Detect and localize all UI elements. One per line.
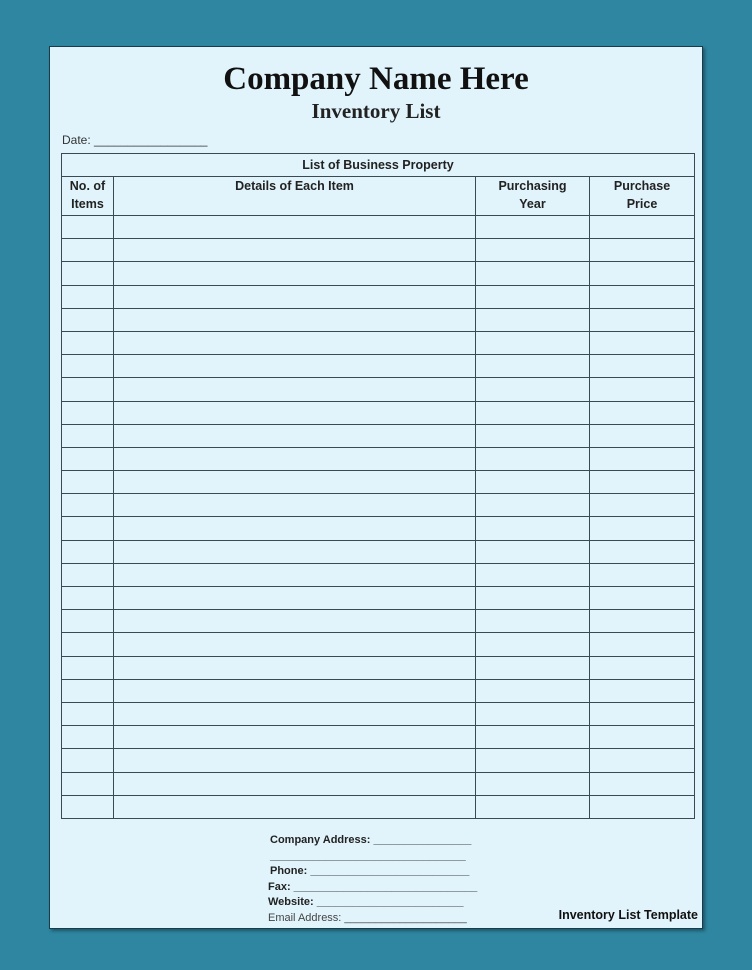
- table-row: [62, 239, 695, 262]
- cell-year[interactable]: [476, 378, 590, 401]
- cell-details[interactable]: [114, 749, 476, 772]
- inventory-table: [61, 153, 695, 819]
- table-row: [62, 424, 695, 447]
- website-field[interactable]: Website: ________________________: [268, 896, 464, 908]
- cell-price[interactable]: [590, 610, 695, 633]
- cell-details[interactable]: [114, 331, 476, 354]
- cell-no-items[interactable]: [62, 702, 114, 725]
- cell-year[interactable]: [476, 216, 590, 239]
- address-line-2[interactable]: ________________________________: [270, 849, 466, 862]
- cell-details[interactable]: [114, 702, 476, 725]
- table-row: [62, 216, 695, 239]
- cell-details[interactable]: [114, 447, 476, 470]
- cell-price[interactable]: [590, 331, 695, 354]
- table-row: [62, 401, 695, 424]
- table-row: [62, 308, 695, 331]
- cell-no-items[interactable]: [62, 795, 114, 818]
- cell-year[interactable]: [476, 633, 590, 656]
- date-field[interactable]: Date: _________________: [62, 133, 208, 147]
- cell-year[interactable]: [476, 424, 590, 447]
- table-row: [62, 795, 695, 818]
- table-row: [62, 331, 695, 354]
- cell-details[interactable]: [114, 726, 476, 749]
- table-row: [62, 610, 695, 633]
- col-header-details: Details of Each Item: [114, 177, 476, 216]
- cell-price[interactable]: [590, 471, 695, 494]
- cell-price[interactable]: [590, 285, 695, 308]
- cell-year[interactable]: [476, 355, 590, 378]
- cell-details[interactable]: [114, 262, 476, 285]
- cell-no-items[interactable]: [62, 726, 114, 749]
- cell-year[interactable]: [476, 494, 590, 517]
- col-header-price: Purchase Price: [590, 177, 695, 216]
- table-row: [62, 355, 695, 378]
- table-row: [62, 563, 695, 586]
- cell-price[interactable]: [590, 517, 695, 540]
- cell-year[interactable]: [476, 679, 590, 702]
- cell-no-items[interactable]: [62, 749, 114, 772]
- cell-details[interactable]: [114, 401, 476, 424]
- cell-year[interactable]: [476, 471, 590, 494]
- table-row: [62, 262, 695, 285]
- cell-no-items[interactable]: [62, 378, 114, 401]
- cell-details[interactable]: [114, 424, 476, 447]
- template-label: Inventory List Template: [558, 908, 698, 922]
- cell-year[interactable]: [476, 610, 590, 633]
- cell-details[interactable]: [114, 679, 476, 702]
- cell-year[interactable]: [476, 587, 590, 610]
- cell-no-items[interactable]: [62, 355, 114, 378]
- table-row: [62, 656, 695, 679]
- table-header: [62, 177, 695, 216]
- cell-no-items[interactable]: [62, 587, 114, 610]
- cell-details[interactable]: [114, 795, 476, 818]
- cell-year[interactable]: [476, 331, 590, 354]
- cell-details[interactable]: [114, 285, 476, 308]
- cell-no-items[interactable]: [62, 517, 114, 540]
- cell-year[interactable]: [476, 749, 590, 772]
- table-row: [62, 726, 695, 749]
- cell-price[interactable]: [590, 726, 695, 749]
- cell-price[interactable]: [590, 633, 695, 656]
- cell-details[interactable]: [114, 587, 476, 610]
- table-row: [62, 679, 695, 702]
- email-field[interactable]: Email Address: ____________________: [268, 911, 467, 924]
- cell-no-items[interactable]: [62, 285, 114, 308]
- cell-no-items[interactable]: [62, 401, 114, 424]
- cell-price[interactable]: [590, 378, 695, 401]
- phone-field[interactable]: Phone: __________________________: [270, 865, 470, 877]
- table-row: [62, 633, 695, 656]
- cell-price[interactable]: [590, 447, 695, 470]
- col-header-year: Purchasing Year: [476, 177, 590, 216]
- cell-details[interactable]: [114, 355, 476, 378]
- cell-price[interactable]: [590, 308, 695, 331]
- cell-year[interactable]: [476, 772, 590, 795]
- cell-price[interactable]: [590, 401, 695, 424]
- cell-details[interactable]: [114, 633, 476, 656]
- company-name: Company Name Here: [223, 61, 529, 97]
- table-row: [62, 447, 695, 470]
- cell-details[interactable]: [114, 216, 476, 239]
- cell-details[interactable]: [114, 517, 476, 540]
- table-row: [62, 378, 695, 401]
- cell-price[interactable]: [590, 540, 695, 563]
- table-row: [62, 471, 695, 494]
- table-row: [62, 517, 695, 540]
- cell-details[interactable]: [114, 471, 476, 494]
- cell-price[interactable]: [590, 702, 695, 725]
- cell-no-items[interactable]: [62, 331, 114, 354]
- cell-year[interactable]: [476, 795, 590, 818]
- form-title: Inventory List: [311, 99, 441, 123]
- cell-details[interactable]: [114, 378, 476, 401]
- table-row: [62, 285, 695, 308]
- cell-year[interactable]: [476, 702, 590, 725]
- cell-price[interactable]: [590, 424, 695, 447]
- cell-price[interactable]: [590, 795, 695, 818]
- cell-year[interactable]: [476, 540, 590, 563]
- cell-price[interactable]: [590, 772, 695, 795]
- cell-no-items[interactable]: [62, 610, 114, 633]
- table-row: [62, 540, 695, 563]
- cell-details[interactable]: [114, 656, 476, 679]
- cell-year[interactable]: [476, 262, 590, 285]
- cell-no-items[interactable]: [62, 471, 114, 494]
- cell-no-items[interactable]: [62, 494, 114, 517]
- cell-no-items[interactable]: [62, 540, 114, 563]
- cell-year[interactable]: [476, 517, 590, 540]
- cell-price[interactable]: [590, 239, 695, 262]
- table-row: [62, 494, 695, 517]
- cell-details[interactable]: [114, 540, 476, 563]
- table-row: [62, 587, 695, 610]
- cell-year[interactable]: [476, 285, 590, 308]
- cell-year[interactable]: [476, 447, 590, 470]
- table-row: [62, 772, 695, 795]
- cell-price[interactable]: [590, 355, 695, 378]
- cell-year[interactable]: [476, 308, 590, 331]
- col-header-no-items: No. of Items: [62, 177, 114, 216]
- cell-no-items[interactable]: [62, 424, 114, 447]
- address-field[interactable]: Company Address: ________________: [270, 834, 472, 846]
- cell-year[interactable]: [476, 656, 590, 679]
- cell-details[interactable]: [114, 610, 476, 633]
- table-row: [62, 702, 695, 725]
- cell-no-items[interactable]: [62, 447, 114, 470]
- cell-price[interactable]: [590, 656, 695, 679]
- cell-price[interactable]: [590, 587, 695, 610]
- cell-no-items[interactable]: [62, 308, 114, 331]
- cell-no-items[interactable]: [62, 216, 114, 239]
- cell-details[interactable]: [114, 772, 476, 795]
- cell-no-items[interactable]: [62, 262, 114, 285]
- cell-price[interactable]: [590, 262, 695, 285]
- cell-details[interactable]: [114, 563, 476, 586]
- cell-year[interactable]: [476, 563, 590, 586]
- cell-no-items[interactable]: [62, 633, 114, 656]
- cell-details[interactable]: [114, 494, 476, 517]
- cell-year[interactable]: [476, 726, 590, 749]
- cell-price[interactable]: [590, 494, 695, 517]
- contact-block: [268, 833, 477, 926]
- cell-price[interactable]: [590, 749, 695, 772]
- cell-price[interactable]: [590, 563, 695, 586]
- cell-no-items[interactable]: [62, 239, 114, 262]
- inventory-form: [49, 46, 703, 929]
- fax-field[interactable]: Fax: ______________________________: [268, 880, 478, 893]
- cell-no-items[interactable]: [62, 679, 114, 702]
- cell-details[interactable]: [114, 239, 476, 262]
- cell-no-items[interactable]: [62, 563, 114, 586]
- cell-no-items[interactable]: [62, 772, 114, 795]
- table-caption: List of Business Property: [62, 154, 695, 177]
- cell-price[interactable]: [590, 216, 695, 239]
- table-row: [62, 749, 695, 772]
- cell-price[interactable]: [590, 679, 695, 702]
- cell-year[interactable]: [476, 401, 590, 424]
- cell-details[interactable]: [114, 308, 476, 331]
- cell-no-items[interactable]: [62, 656, 114, 679]
- cell-year[interactable]: [476, 239, 590, 262]
